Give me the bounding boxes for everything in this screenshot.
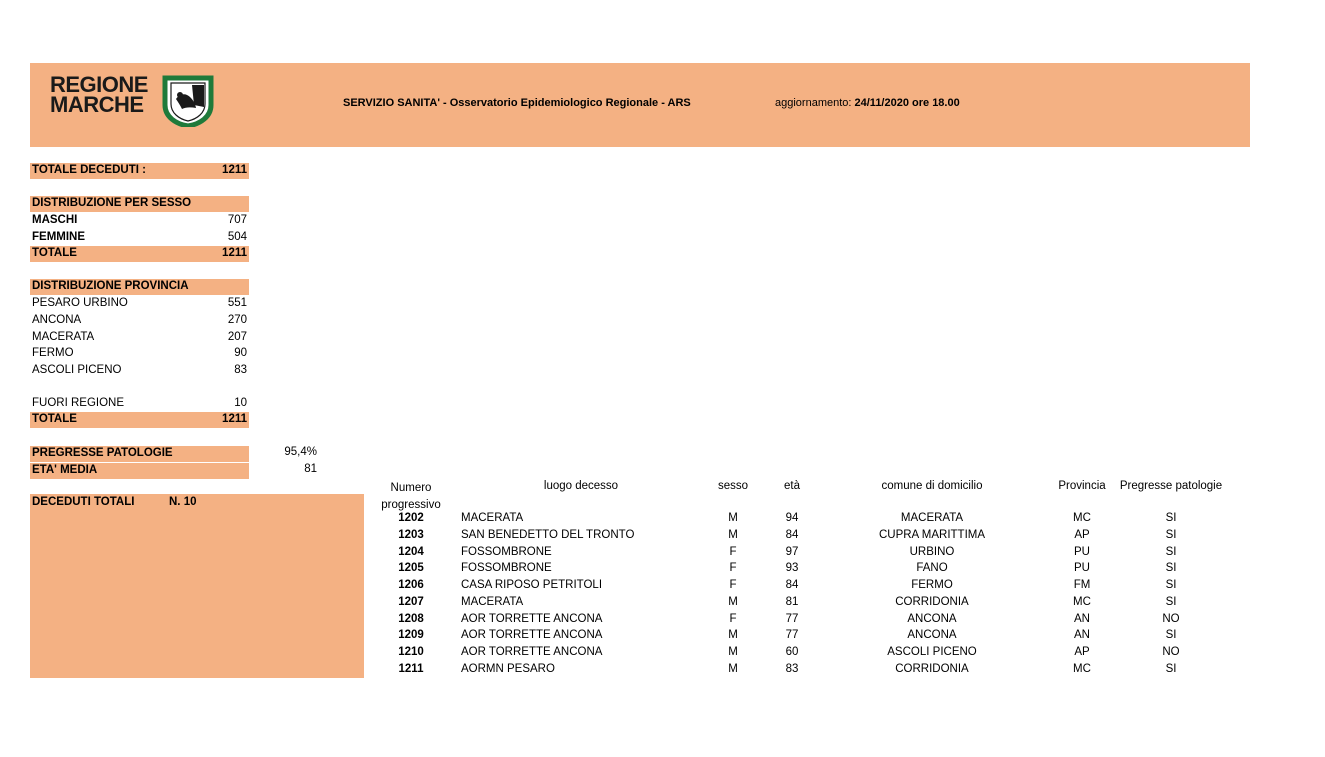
header-numero (380, 480, 442, 514)
provincia-value: 90 (234, 347, 247, 359)
maschi-row (30, 213, 249, 229)
provincia-row (30, 296, 249, 312)
row-comune: URBINO (909, 545, 955, 558)
row-patologie: SI (1165, 512, 1177, 524)
row-eta: 77 (785, 612, 799, 625)
pregresse-label: PREGRESSE PATOLOGIE (32, 447, 173, 459)
service-title: SERVIZIO SANITA' - Osservatorio Epidemiologico Regionale - ARS (343, 97, 691, 109)
provincia-title: DISTRIBUZIONE PROVINCIA (32, 280, 189, 292)
row-luogo: FOSSOMBRONE (461, 562, 552, 575)
marche-crest-icon (162, 75, 214, 127)
provincia-totale-label: TOTALE (32, 413, 77, 425)
row-provincia: AP (1074, 646, 1090, 658)
row-luogo: SAN BENEDETTO DEL TRONTO (461, 528, 635, 541)
row-luogo: CASA RIPOSO PETRITOLI (461, 579, 603, 591)
row-sesso: F (729, 545, 737, 558)
eta-media-label: ETA' MEDIA (32, 464, 98, 476)
row-eta: 84 (785, 579, 799, 591)
row-luogo: FOSSOMBRONE (461, 545, 552, 558)
row-provincia: AN (1074, 612, 1090, 625)
header-patologie: Pregresse patologie (1119, 480, 1223, 492)
row-eta: 83 (785, 662, 799, 675)
sesso-title: DISTRIBUZIONE PER SESSO (32, 197, 192, 209)
row-comune: FANO (916, 562, 948, 575)
row-provincia: PU (1074, 545, 1090, 558)
logo-line-1: REGIONE (50, 72, 148, 97)
provincia-value: 551 (227, 297, 247, 309)
row-numero: 1208 (398, 612, 424, 625)
provincia-row (30, 346, 249, 362)
provincia-label: FERMO (32, 347, 74, 359)
row-sesso: F (729, 579, 737, 591)
row-eta: 93 (785, 562, 799, 575)
femmine-row (30, 230, 249, 246)
maschi-label: MASCHI (32, 214, 78, 226)
row-numero: 1205 (398, 562, 424, 575)
row-eta: 97 (785, 545, 799, 558)
header-band (30, 63, 1250, 147)
fuori-regione-row (30, 396, 249, 412)
row-comune: ASCOLI PICENO (887, 646, 977, 658)
sesso-totale-label: TOTALE (32, 247, 77, 259)
maschi-value: 707 (227, 214, 247, 226)
sesso-totale-value: 1211 (222, 247, 247, 259)
header-comune: comune di domicilio (881, 480, 983, 492)
row-numero: 1207 (398, 595, 424, 608)
provincia-label: ASCOLI PICENO (32, 364, 122, 376)
row-provincia: MC (1073, 662, 1091, 675)
provincia-row (30, 363, 249, 379)
row-sesso: M (728, 646, 738, 658)
provincia-label: ANCONA (32, 314, 82, 326)
header-eta: età (784, 480, 800, 492)
row-patologie: SI (1165, 528, 1177, 541)
row-eta: 60 (785, 646, 799, 658)
sesso-title-row (30, 196, 249, 212)
logo-line-2: MARCHE (50, 92, 144, 117)
fuori-regione-label: FUORI REGIONE (32, 397, 125, 409)
row-luogo: AOR TORRETTE ANCONA (461, 629, 603, 642)
header-provincia: Provincia (1058, 480, 1106, 492)
sesso-totale-row (30, 246, 249, 262)
fuori-regione-value: 10 (234, 397, 247, 409)
row-patologie: NO (1162, 646, 1180, 658)
row-sesso: M (728, 629, 738, 642)
row-sesso: F (729, 562, 737, 575)
row-sesso: F (729, 612, 737, 625)
row-sesso: M (728, 512, 738, 524)
row-sesso: M (728, 528, 738, 541)
row-patologie: SI (1165, 545, 1177, 558)
provincia-value: 270 (227, 314, 247, 326)
row-numero: 1203 (398, 528, 424, 541)
row-comune: CORRIDONIA (895, 595, 969, 608)
row-eta: 84 (785, 528, 799, 541)
deceduti-totali-label: DECEDUTI TOTALI (32, 496, 135, 508)
logo-text (50, 72, 148, 117)
row-provincia: FM (1073, 579, 1091, 591)
row-sesso: M (728, 662, 738, 675)
row-luogo: AORMN PESARO (461, 662, 555, 675)
row-numero: 1209 (398, 629, 424, 642)
update-info (775, 97, 960, 109)
femmine-label: FEMMINE (32, 231, 86, 243)
eta-media-value: 81 (304, 463, 317, 475)
row-patologie: SI (1165, 629, 1177, 642)
provincia-totale-value: 1211 (222, 413, 247, 425)
row-comune: CORRIDONIA (895, 662, 969, 675)
row-numero: 1210 (398, 646, 424, 658)
eta-media-row (30, 463, 249, 479)
row-provincia: MC (1073, 595, 1091, 608)
row-numero: 1206 (398, 579, 424, 591)
provincia-row (30, 313, 249, 329)
row-comune: FERMO (911, 579, 953, 591)
row-comune: CUPRA MARITTIMA (878, 528, 986, 541)
row-provincia: AN (1074, 629, 1090, 642)
totale-deceduti-row (30, 163, 249, 179)
femmine-value: 504 (227, 231, 247, 243)
provincia-totale-row (30, 412, 249, 428)
row-patologie: SI (1165, 579, 1177, 591)
provincia-label: PESARO URBINO (32, 297, 128, 309)
update-value: 24/11/2020 ore 18.00 (854, 97, 960, 109)
row-luogo: AOR TORRETTE ANCONA (461, 612, 603, 625)
regione-marche-logo (50, 72, 215, 131)
row-luogo: AOR TORRETTE ANCONA (461, 646, 603, 658)
totale-deceduti-label: TOTALE DECEDUTI : (32, 164, 146, 176)
header-numero-line1: Numero (390, 482, 432, 494)
row-provincia: MC (1073, 512, 1091, 524)
header-luogo: luogo decesso (543, 480, 619, 492)
row-patologie: SI (1165, 595, 1177, 608)
provincia-value: 207 (227, 331, 247, 343)
row-luogo: MACERATA (461, 595, 524, 608)
row-patologie: SI (1165, 662, 1177, 675)
row-sesso: M (728, 595, 738, 608)
header-sesso: sesso (717, 480, 749, 492)
row-numero: 1202 (398, 512, 424, 524)
totale-deceduti-value: 1211 (222, 164, 247, 176)
row-luogo: MACERATA (461, 512, 524, 524)
row-comune: MACERATA (900, 512, 964, 524)
row-eta: 77 (785, 629, 799, 642)
row-comune: ANCONA (907, 612, 957, 625)
provincia-title-row (30, 279, 249, 295)
row-eta: 94 (785, 512, 799, 524)
pregresse-value: 95,4% (284, 446, 317, 458)
provincia-label: MACERATA (32, 331, 95, 343)
row-eta: 81 (785, 595, 799, 608)
update-label: aggiornamento: (775, 97, 852, 109)
provincia-value: 83 (234, 364, 247, 376)
pregresse-row (30, 446, 249, 462)
provincia-row (30, 330, 249, 346)
header-numero-line2: progressivo (381, 499, 441, 511)
deceduti-totali-count: N. 10 (169, 496, 197, 508)
row-provincia: AP (1074, 528, 1090, 541)
deceduti-totali-box (30, 494, 364, 678)
row-numero: 1211 (398, 662, 424, 675)
row-patologie: SI (1165, 562, 1177, 575)
row-provincia: PU (1074, 562, 1090, 575)
row-comune: ANCONA (907, 629, 957, 642)
row-patologie: NO (1162, 612, 1180, 625)
row-numero: 1204 (398, 545, 424, 558)
